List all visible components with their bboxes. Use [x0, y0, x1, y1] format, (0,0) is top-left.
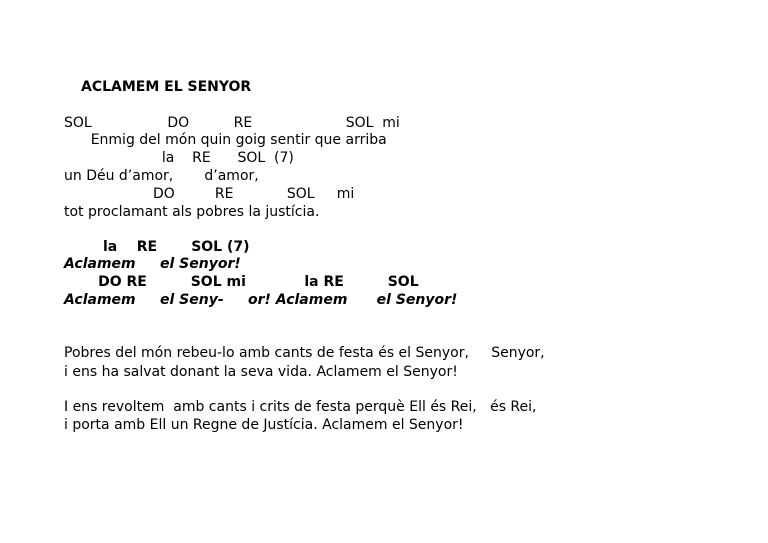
chorus-chords-2: DO RE SOL mi la RE SOL — [64, 274, 419, 290]
chorus-lyric-1: Aclamem el Senyor! — [64, 256, 241, 272]
verse-chords-2: la RE SOL (7) — [64, 150, 294, 166]
verse-lyric-3: tot proclamant als pobres la justícia. — [64, 204, 320, 220]
verse-chords-1: SOL DO RE SOL mi — [64, 115, 400, 131]
verse-lyric-2: un Déu d’amor, d’amor, — [64, 168, 259, 184]
verse-chords-3: DO RE SOL mi — [64, 186, 355, 202]
stanza-1-line-2: i ens ha salvat donant la seva vida. Aclamem el Senyor! — [64, 364, 458, 380]
song-title: ACLAMEM EL SENYOR — [81, 79, 252, 95]
verse-lyric-1: Enmig del món quin goig sentir que arriba — [64, 132, 387, 148]
chorus-chords-1: la RE SOL (7) — [64, 239, 250, 255]
chorus-lyric-2: Aclamem el Seny- or! Aclamem el Senyor! — [64, 292, 458, 308]
stanza-2-line-1: I ens revoltem amb cants i crits de festa perquè Ell és Rei, és Rei, — [64, 399, 537, 415]
stanza-2-line-2: i porta amb Ell un Regne de Justícia. Aclamem el Senyor! — [64, 417, 464, 433]
stanza-1-line-1: Pobres del món rebeu-lo amb cants de festa és el Senyor, Senyor, — [64, 345, 545, 361]
